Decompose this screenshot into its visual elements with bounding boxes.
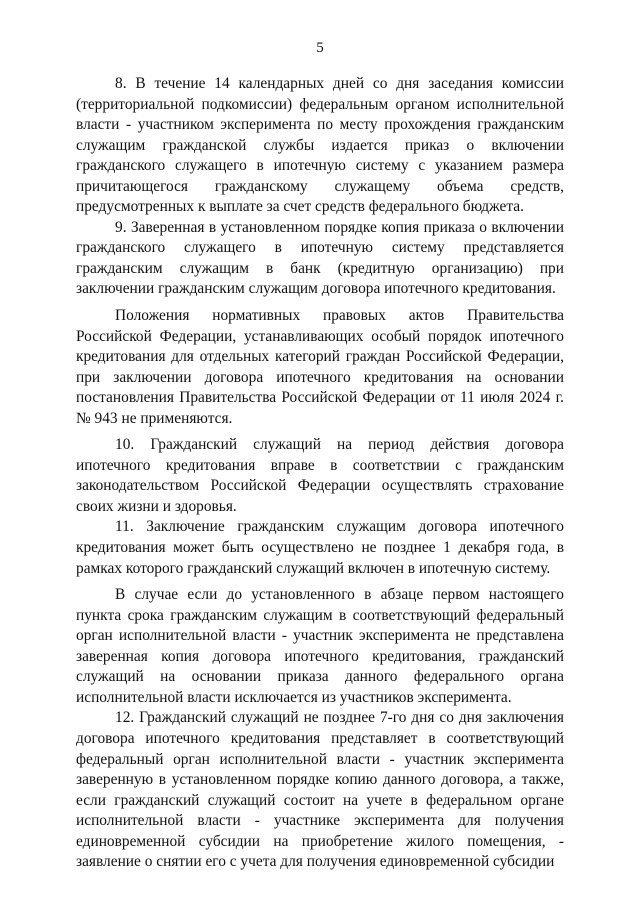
paragraph-item-10: 10. Гражданский служащий на период действия договора ипотечного кредитования вправе в соответствии с гражданским законодательством Российской Федерации осуществлять страхование своих жизни и здоровья. xyxy=(76,436,564,515)
page-number: 5 xyxy=(316,40,324,56)
paragraph-item-11: 11. Заключение гражданским служащим договора ипотечного кредитования может быть осуществлено не позднее 1 декабря года, в рамках которого гражданский служащий включен в ипотечную систему. xyxy=(76,518,564,577)
paragraph-item-9: 9. Заверенная в установленном порядке копия приказа о включении гражданского служащего в ипотечную систему представляется гражданским служащим в банк (кредитную организацию) при заключении гражданским служащим договора ипотечного кредитования. xyxy=(76,218,564,298)
paragraph-item-11-exception: В случае если до установленного в абзаце первом настоящего пункта срока гражданским служащим в соответствующий федеральный орган исполнительной власти - участник эксперимента не представлена заверенная копия договора ипотечного кредитования, гражданский служащий на основании приказа данного федерального органа исполнительной власти исключается из участников эксперимента. xyxy=(76,586,564,706)
document-body xyxy=(76,74,564,873)
paragraph-item-12: 12. Гражданский служащий не позднее 7-го дня со дня заключения договора ипотечного кредитования представляет в соответствующий федеральный орган исполнительной власти - участник эксперимента заверенную в установленном порядке копию данного договора, а также, если гражданский служащий состоит на учете в федеральном органе исполнительной власти - участнике эксперимента для получения единовременной субсидии на приобретение жилого помещения, - заявление о снятии его с учета для получения единовременной субсидии xyxy=(76,709,564,871)
paragraph-item-8: 8. В течение 14 календарных дней со дня заседания комиссии (территориальной подкомиссии) федеральным органом исполнительной власти - участником эксперимента по месту прохождения гражданским служащим гражданской службы издается приказ о включении гражданского служащего в ипотечную систему с указанием размера причитающегося гражданскому служащему объема средств, предусмотренных к выплате за счет средств федерального бюджета. xyxy=(76,75,564,216)
paragraph-provisions: Положения нормативных правовых актов Правительства Российской Федерации, устанавливающих особый порядок ипотечного кредитования для отдельных категорий граждан Российской Федерации, при заключении договора ипотечного кредитования на основании постановления Правительства Российской Федерации от 11 июля 2024 г. № 943 не применяются. xyxy=(76,307,564,427)
